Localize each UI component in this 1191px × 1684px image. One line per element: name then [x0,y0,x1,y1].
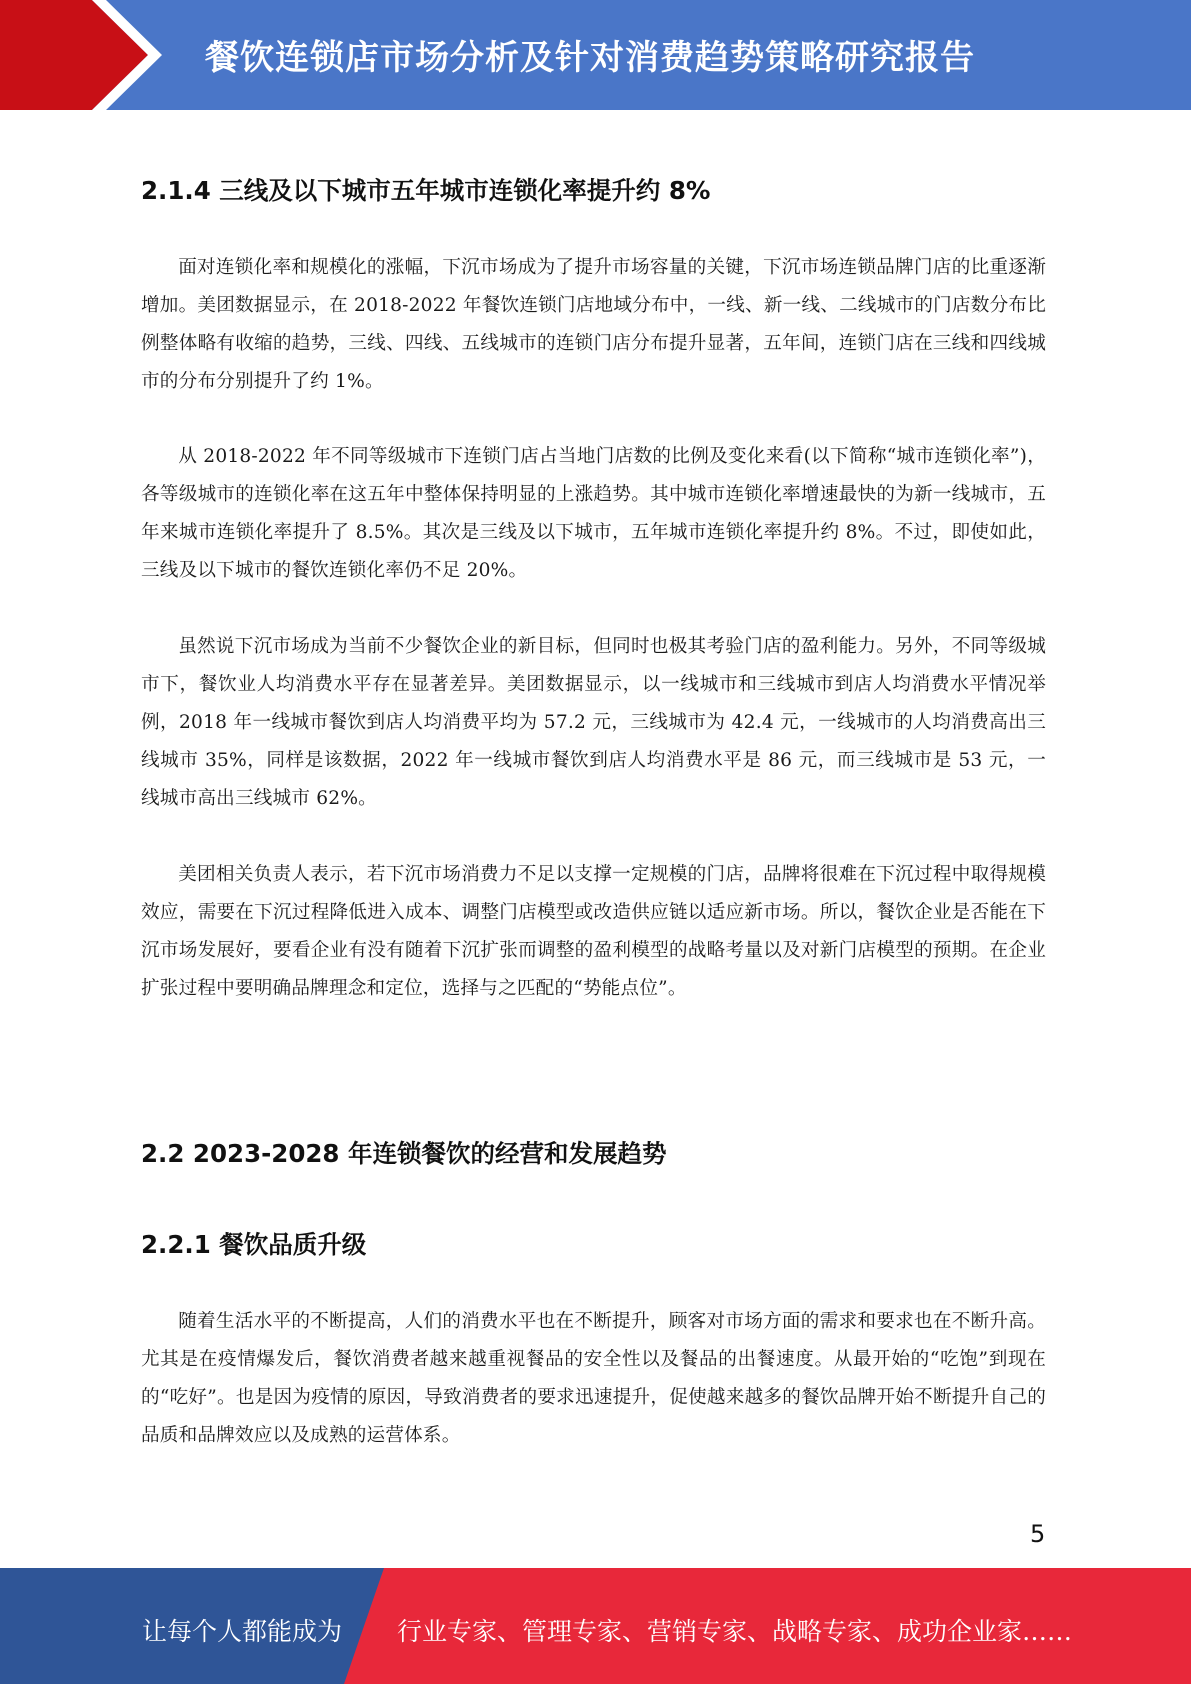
section-heading-2-2: 2.2 2023-2028 年连锁餐饮的经营和发展趋势 [141,1139,667,1168]
footer-slogan-left: 让每个人都能成为 [142,1617,343,1646]
footer-banner [0,1568,1191,1684]
paragraph: 面对连锁化率和规模化的涨幅，下沉市场成为了提升市场容量的关键，下沉市场连锁品牌门店的比重逐渐增加。美团数据显示，在 2018-2022 年餐饮连锁门店地域分布中，一线、新一线、二线城市的门店数分布比例整体略有收缩的趋势，三线、四线、五线城市的连锁门店分布提升显著，五年间，连锁门店在三线和四线城市的分布分别提升了约 1%。 [141,257,1046,392]
section-heading-2-2-1: 2.2.1 餐饮品质升级 [141,1230,367,1259]
paragraph: 虽然说下沉市场成为当前不少餐饮企业的新目标，但同时也极其考验门店的盈利能力。另外，不同等级城市下，餐饮业人均消费水平存在显著差异。美团数据显示，以一线城市和三线城市到店人均消费水平情况举例，2018 年一线城市餐饮到店人均消费平均为 57.2 元，三线城市为 42.4 元，一线城市的人均消费高出三线城市 35%，同样是该数据，2022 年一线城市餐饮到店人均消费水平是 86 元，而三线城市是 53 元，一线城市高出三线城市 62%。 [141,636,1046,809]
red-arrow-icon [0,0,200,110]
paragraph: 随着生活水平的不断提高，人们的消费水平也在不断提升，顾客对市场方面的需求和要求也在不断升高。尤其是在疫情爆发后，餐饮消费者越来越重视餐品的安全性以及餐品的出餐速度。从最开始的“吃饱”到现在的“吃好”。也是因为疫情的原因，导致消费者的要求迅速提升，促使越来越多的餐饮品牌开始不断提升自己的品质和品牌效应以及成熟的运营体系。 [141,1311,1046,1446]
report-title: 餐饮连锁店市场分析及针对消费趋势策略研究报告 [205,38,975,78]
paragraph: 美团相关负责人表示，若下沉市场消费力不足以支撑一定规模的门店，品牌将很难在下沉过程中取得规模效应，需要在下沉过程降低进入成本、调整门店模型或改造供应链以适应新市场。所以，餐饮企业是否能在下沉市场发展好，要看企业有没有随着下沉扩张而调整的盈利模型的战略考量以及对新门店模型的预期。在企业扩张过程中要明确品牌理念和定位，选择与之匹配的“势能点位”。 [141,864,1046,999]
footer-slogan-right: 行业专家、管理专家、营销专家、战略专家、成功企业家…… [397,1617,1073,1646]
page-number: 5 [1030,1520,1046,1548]
header-banner [0,0,1191,110]
paragraph: 从 2018-2022 年不同等级城市下连锁门店占当地门店数的比例及变化来看(以下简称“城市连锁化率”)，各等级城市的连锁化率在这五年中整体保持明显的上涨趋势。其中城市连锁化率增速最快的为新一线城市，五年来城市连锁化率提升了 8.5%。其次是三线及以下城市，五年城市连锁化率提升约 8%。不过，即使如此，三线及以下城市的餐饮连锁化率仍不足 20%。 [141,446,1046,581]
section-heading-2-1-4: 2.1.4 三线及以下城市五年城市连锁化率提升约 8% [141,176,711,205]
